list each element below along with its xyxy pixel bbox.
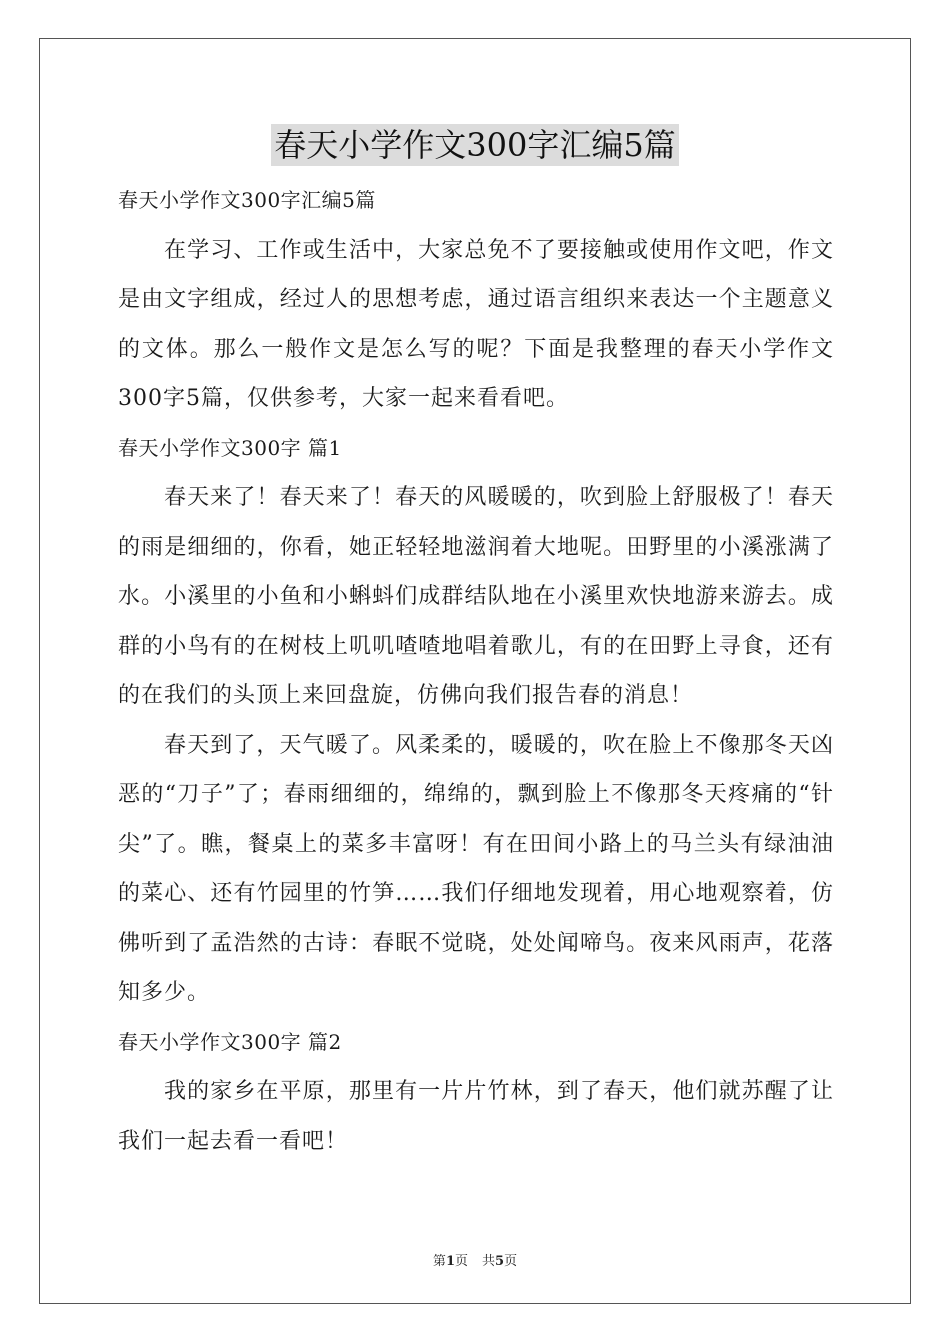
total-suffix: 页 <box>504 1254 518 1269</box>
page-total: 5 <box>495 1254 505 1269</box>
document-subtitle: 春天小学作文300字汇编5篇 <box>118 188 376 212</box>
document-body <box>118 176 834 1166</box>
section-heading: 春天小学作文300字 篇2 <box>118 1029 342 1054</box>
page-footer <box>0 1250 950 1269</box>
section-heading: 春天小学作文300字 篇1 <box>118 435 342 460</box>
section-paragraph: 春天来了！春天来了！春天的风暖暖的，吹到脸上舒服极了！春天的雨是细细的，你看，她正轻轻地滋润着大地呢。田野里的小溪涨满了水。小溪里的小鱼和小蝌蚪们成群结队地在小溪里欢快地游来游去。成群的小鸟有的在树枝上叽叽喳喳地唱着歌儿，有的在田野上寻食，还有的在我们的头顶上来回盘旋，仿佛向我们报告春的消息！ <box>118 485 834 708</box>
title-container <box>0 124 950 166</box>
page-number: 1 <box>445 1254 455 1269</box>
section-paragraph: 我的家乡在平原，那里有一片片竹林，到了春天，他们就苏醒了让我们一起去看一看吧！ <box>118 1079 834 1154</box>
total-prefix: 共 <box>482 1254 496 1269</box>
section-paragraph: 春天到了，天气暖了。风柔柔的，暖暖的，吹在脸上不像那冬天凶恶的“刀子”了；春雨细细的，绵绵的，飘到脸上不像那冬天疼痛的“针尖”了。瞧，餐桌上的菜多丰富呀！有在田间小路上的马兰头有绿油油的菜心、还有竹园里的竹笋……我们仔细地发现着，用心地观察着，仿佛听到了孟浩然的古诗：春眠不觉晓，处处闻啼鸟。夜来风雨声，花落知多少。 <box>118 732 834 1005</box>
page-prefix: 第 <box>432 1254 446 1269</box>
intro-paragraph: 在学习、工作或生活中，大家总免不了要接触或使用作文吧，作文是由文字组成，经过人的思想考虑，通过语言组织来表达一个主题意义的文体。那么一般作文是怎么写的呢？下面是我整理的春天小学作文300字5篇，仅供参考，大家一起来看看吧。 <box>118 237 834 411</box>
document-title: 春天小学作文300字汇编5篇 <box>271 124 678 166</box>
page-suffix: 页 <box>454 1254 468 1269</box>
